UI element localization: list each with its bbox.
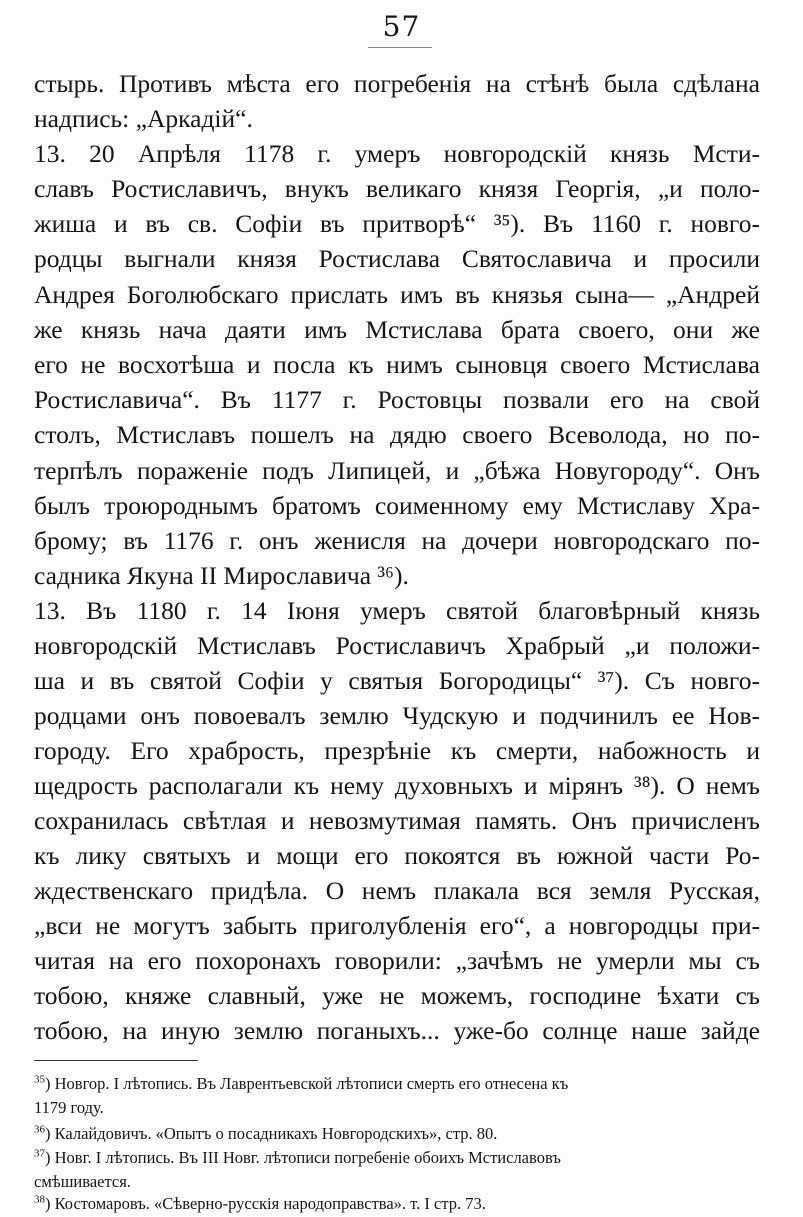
text-line: терпѣлъ пораженіе подъ Липицей, и „бѣжа Новугороду“. Онъ [34, 456, 760, 485]
footnote-35: $^{35}$) Новгор. I лѣтопись. Въ Лаврентьевской лѣтописи смерть его отнесена къ [34, 1073, 569, 1093]
footnote-mark: 35 [34, 1073, 45, 1086]
text-line: сохранилась свѣтлая и невозмутимая память. Онъ причисленъ [34, 806, 760, 835]
page-number: 57 [382, 10, 421, 43]
text-line: 13. 20 Апрѣля 1178 г. умеръ новгородскій князь Мсти- [34, 139, 760, 168]
footnote-36: $^{36}$) Калайдовичъ. «Опытъ о посадникахъ Новгородскихъ», стр. 80. [34, 1123, 498, 1143]
text-line: родцами онъ повоевалъ землю Чудскую и подчинилъ ее Нов- [34, 701, 760, 730]
text-line: же князь нача даяти имъ Мстислава брата своего, они же [34, 315, 760, 344]
footnote-mark: 38 [34, 1193, 45, 1206]
page-number-rule [368, 47, 432, 48]
text-line: городу. Его храбрость, презрѣніе къ смерти, набожность и [34, 736, 760, 765]
text-line: былъ троюроднымъ братомъ соименному ему Мстиславу Хра- [34, 491, 760, 520]
text-line: 13. Въ 1180 г. 14 Іюня умеръ святой благовѣрный князь [34, 596, 760, 625]
text-line: щедрость располагали къ нему духовныхъ и мірянъ ³⁸). О немъ [34, 771, 760, 800]
text-line: „вси не могутъ забыть приголубленія его“, а новгородцы при- [34, 911, 760, 940]
text-line: читая на его похоронахъ говорили: „зачѣмъ не умерли мы съ [34, 946, 760, 975]
text-line: жиша и въ св. Софіи въ притворѣ“ ³⁵). Въ 1160 г. новго- [34, 209, 760, 238]
text-line: Андрея Боголюбскаго прислать имъ въ князья сына— „Андрей [34, 280, 760, 309]
text-line: брому; въ 1176 г. онъ женисля на дочери новгородскаго по- [34, 526, 760, 555]
text-line: новгородскій Мстиславъ Ростиславичъ Храбрый „и положи- [34, 631, 760, 660]
text-line: Ростиславича“. Въ 1177 г. Ростовцы позвали его на свой [34, 385, 760, 414]
footnote-38: $^{38}$) Костомаровъ. «Сѣверно-русскія народоправства». т. I стр. 73. [34, 1193, 486, 1213]
text-line: надпись: „Аркадій“. [34, 104, 253, 133]
text-line: славъ Ростиславичъ, внукъ великаго князя Георгія, „и поло- [34, 174, 760, 203]
text-line: столъ, Мстиславъ пошелъ на дядю своего Всеволода, но по- [34, 420, 760, 449]
footnote-mark: 37 [34, 1147, 45, 1160]
text-line: его не восхотѣша и посла къ нимъ сыновця своего Мстислава [34, 350, 760, 379]
text-line: къ лику святыхъ и мощи его покоятся въ южной части Ро- [34, 841, 760, 870]
footnote-37: $^{37}$) Новг. I лѣтопись. Въ III Новг. лѣтописи погребеніе обоихъ Мстиславовъ [34, 1147, 561, 1167]
footnote-37-continued: смѣшивается. [34, 1172, 131, 1191]
text-line: ждественскаго придѣла. О немъ плакала вся земля Русская, [34, 876, 760, 905]
text-line: тобою, на иную землю поганыхъ... уже-бо солнце наше зайде [34, 1016, 760, 1045]
text-line: ша и въ святой Софіи у святыя Богородицы“ ³⁷). Съ новго- [34, 666, 760, 695]
text-line: тобою, княже славный, уже не можемъ, господине ѣхати съ [34, 981, 760, 1010]
footnote-mark: 36 [34, 1123, 45, 1136]
footnote-35-continued: 1179 году. [34, 1098, 104, 1117]
text-line: родцы выгнали князя Ростислава Святославича и просили [34, 244, 760, 273]
text-line: стырь. Противъ мѣста его погребенія на стѣнѣ была сдѣлана [34, 69, 760, 98]
text-line: садника Якуна II Мирославича ³⁶). [34, 561, 409, 590]
footnote-rule [34, 1060, 198, 1061]
